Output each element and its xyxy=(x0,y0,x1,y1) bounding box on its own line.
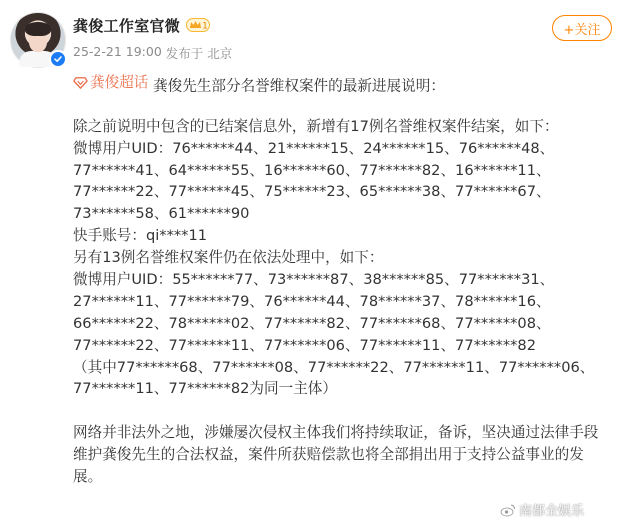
weibo-watermark xyxy=(500,500,584,519)
post-text-line: 微博用户UID：76******44、21******15、24******15、76******48、 xyxy=(73,139,555,157)
post-text-line: 77******41、64******55、16******60、77******82、16******11、 xyxy=(73,161,551,179)
paragraph-gap xyxy=(73,400,621,422)
post-text-line: 快手账号：qi****11 xyxy=(73,227,208,245)
post-text-line: 网络并非法外之地，涉嫌屡次侵权主体我们将持续取证，备诉，坚决通过法律手段 xyxy=(73,424,599,442)
topic-label: 龚俊超话 xyxy=(90,74,149,91)
verified-check-icon xyxy=(49,50,67,68)
post-text-line: 77******11、77******82为同一主体） xyxy=(73,380,337,398)
post-closing-paragraph xyxy=(73,422,621,488)
post-heading: 龚俊先生部分名誉维权案件的最新进展说明： xyxy=(148,77,445,95)
post-content xyxy=(73,72,621,488)
post-first-line xyxy=(73,72,621,94)
topic-link[interactable] xyxy=(73,72,148,94)
post-text-line: （其中77******68、77******08、77******22、77******11、77******06、 xyxy=(73,358,595,376)
post-text-line: 维护龚俊先生的合法权益，案件所获赔偿款也将全部捐出用于支持公益事业的发 xyxy=(73,446,584,464)
post-text-line: 展。 xyxy=(73,468,103,486)
paragraph-gap xyxy=(73,94,621,116)
post-source: 发布于 北京 xyxy=(165,46,233,61)
avatar-hair xyxy=(25,22,51,36)
vip-crown-icon[interactable] xyxy=(186,17,210,33)
watermark-text: 南都全娱乐 xyxy=(519,504,585,519)
follow-button[interactable]: +关注 xyxy=(552,15,612,41)
post-timestamp[interactable]: 25-2-21 19:00 xyxy=(73,44,162,59)
vip-level: 1 xyxy=(202,21,208,32)
post-text-line: 除之前说明中包含的已结案信息外，新增有17例名誉维权案件结案，如下： xyxy=(73,117,559,135)
post-text-line: 73******58、61******90 xyxy=(73,205,250,223)
super-topic-diamond-icon xyxy=(73,75,88,90)
post-text-line: 微博用户UID：55******77、73******87、38******85、77******31、 xyxy=(73,271,555,289)
post-text-line: 66******22、78******02、77******82、77******68、77******08、 xyxy=(73,314,551,332)
post-text-line: 另有13例名誉维权案件仍在依法处理中，如下： xyxy=(73,249,384,267)
post-text-line: 27******11、77******79、76******44、78******37、78******16、 xyxy=(73,292,551,310)
post-meta xyxy=(73,44,232,62)
author-name-row xyxy=(73,14,210,36)
author-name[interactable]: 龚俊工作室官微 xyxy=(73,16,181,35)
post-paragraph-list xyxy=(73,116,621,401)
weibo-logo-icon xyxy=(500,503,516,517)
post-text-line: 77******22、77******45、75******23、65******38、77******67、 xyxy=(73,183,551,201)
post-text-line: 77******22、77******11、77******06、77******11、77******82 xyxy=(73,336,536,354)
